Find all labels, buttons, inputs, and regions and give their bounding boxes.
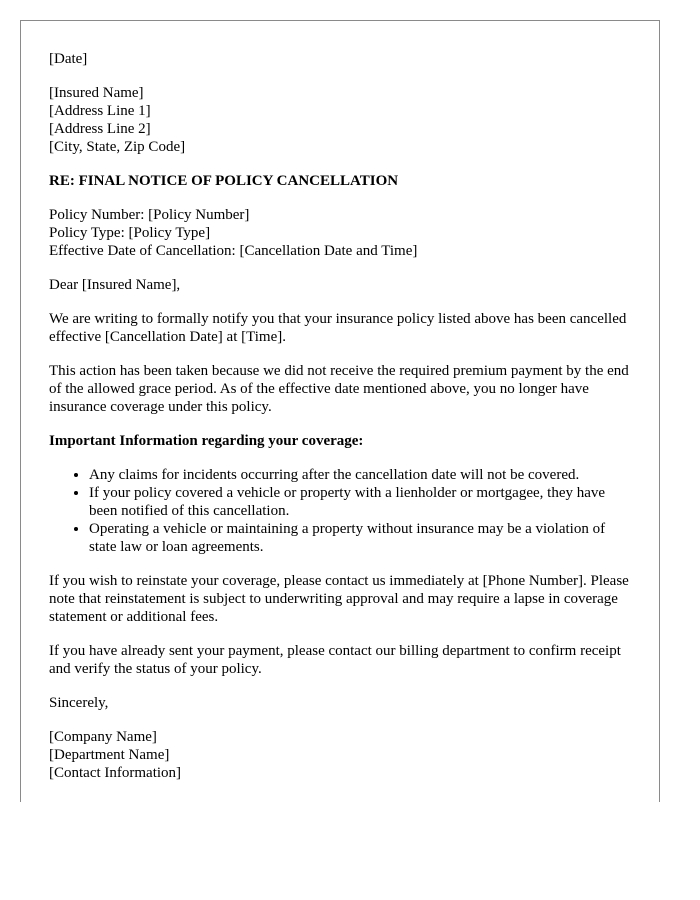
body-paragraph-4: If you have already sent your payment, please contact our billing department to confirm receipt and verify the status of your policy. [49, 643, 621, 677]
policy-type: Policy Type: [Policy Type] [49, 225, 211, 241]
body-paragraph-2: This action has been taken because we did not receive the required premium payment by the end of the allowed grace period. As of the effective date mentioned above, you no longer have insurance coverage under this policy. [49, 363, 629, 415]
coverage-bullet-list [49, 466, 631, 556]
recipient-address [49, 84, 631, 156]
salutation: Dear [Insured Name], [49, 277, 181, 293]
recipient-city-state-zip: [City, State, Zip Code] [49, 139, 186, 155]
letter-page [20, 20, 660, 802]
body-paragraph-3: If you wish to reinstate your coverage, please contact us immediately at [Phone Number]. Please note that reinstatement is subject to underwriting approval and may require a lapse in coverage statement or additional fees. [49, 573, 629, 625]
list-item: • Any claims for incidents occurring after the cancellation date will not be covered. [89, 466, 631, 484]
list-item: • If your policy covered a vehicle or property with a lienholder or mortgagee, they have been notified of this cancellation. [89, 484, 631, 520]
list-item: • Operating a vehicle or maintaining a property without insurance may be a violation of state law or loan agreements. [89, 520, 631, 556]
body-paragraph-1: We are writing to formally notify you that your insurance policy listed above has been cancelled effective [Cancellation Date] at [Time]. [49, 311, 627, 345]
signature-company: [Company Name] [49, 729, 157, 745]
signature-department: [Department Name] [49, 747, 170, 763]
policy-number: Policy Number: [Policy Number] [49, 207, 250, 223]
signature-block [49, 728, 631, 782]
signature-contact: [Contact Information] [49, 765, 182, 781]
recipient-address-line-1: [Address Line 1] [49, 103, 151, 119]
recipient-name: [Insured Name] [49, 85, 144, 101]
recipient-address-line-2: [Address Line 2] [49, 121, 151, 137]
policy-details [49, 206, 631, 260]
closing: Sincerely, [49, 695, 109, 711]
important-heading: Important Information regarding your coverage: [49, 433, 364, 449]
policy-effective-date: Effective Date of Cancellation: [Cancellation Date and Time] [49, 243, 418, 259]
subject-line: RE: FINAL NOTICE OF POLICY CANCELLATION [49, 173, 399, 189]
letter-date: [Date] [49, 51, 88, 67]
